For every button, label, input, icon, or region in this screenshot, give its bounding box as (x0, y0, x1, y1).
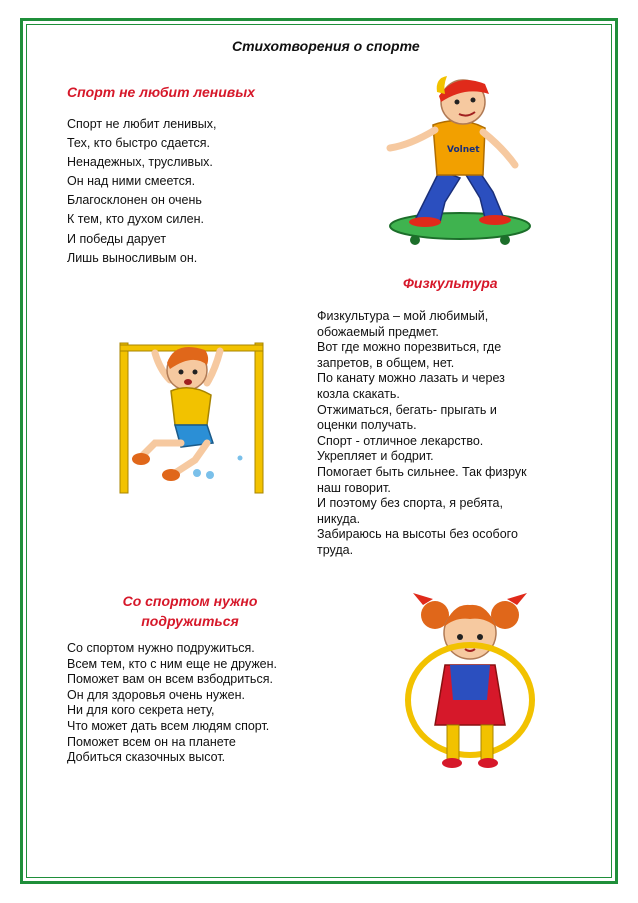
poem2-line: запретов, в общем, нет. (317, 355, 455, 370)
pullup-illustration (115, 325, 275, 495)
poem3-title-line: Со спортом нужно (122, 593, 258, 609)
poem2-line: Вот где можно порезвиться, где (317, 340, 502, 355)
poem2-line: оценки получать. (317, 418, 417, 433)
poem2-line: Забираюсь на высоты без особого (317, 527, 518, 542)
shirt-text: Volnet (447, 145, 480, 155)
poem2-line: наш говорит. (317, 480, 391, 495)
poem1-line: Спорт не любит ленивых, (67, 117, 217, 131)
skateboarder-illustration (385, 70, 535, 250)
poem1-line: К тем, кто духом силен. (67, 212, 204, 227)
poem2-line: По канату можно лазать и через (317, 371, 505, 386)
poem2-line: И поэтому без спорта, я ребята, (317, 496, 503, 511)
poem2-line: никуда. (317, 511, 361, 526)
poem3-title-line: подружиться (141, 613, 239, 629)
poem2-line: Помогает быть сильнее. Так физрук (317, 464, 527, 479)
poem2-line: обожаемый предмет. (317, 324, 439, 339)
hoop-girl-illustration (395, 585, 545, 775)
poem1-line: И победы дарует (67, 231, 167, 246)
poem3-line: Ни для кого секрета нету, (67, 703, 215, 718)
poem3-line: Добиться сказочных высот. (67, 750, 226, 765)
poem2-line: Спорт - отличное лекарство. (317, 433, 484, 448)
poem2-line: Укрепляет и бодрит. (317, 449, 434, 464)
poem2-line: Физкультура – мой любимый, (317, 309, 489, 323)
poem3-line: Что может дать всем людям спорт. (67, 718, 270, 733)
poem3-line: Со спортом нужно подружиться. (67, 641, 255, 655)
poem3-line: Поможет вам он всем взбодриться. (67, 672, 273, 687)
poem1-title: Спорт не любит ленивых (67, 84, 255, 100)
poem2-line: козла скакать. (317, 386, 400, 401)
poem1-line: Тех, кто быстро сдается. (67, 136, 211, 151)
poem3-title (120, 591, 260, 631)
poem1-line: Лишь выносливым он. (67, 250, 198, 265)
poem3-line: Он для здоровья очень нужен. (67, 687, 245, 702)
poem2-line: труда. (317, 542, 354, 557)
page-title: Стихотворения о спорте (232, 38, 420, 54)
poem2-title: Физкультура (403, 275, 498, 291)
poem2-line: Отжиматься, бегать- прыгать и (317, 402, 497, 417)
poem3-text (67, 641, 277, 766)
poem3-line: Поможет всем он на планете (67, 734, 236, 749)
poem2-text (317, 309, 527, 559)
poem1-line: Ненадежных, трусливых. (67, 155, 213, 170)
poem3-line: Всем тем, кто с ним еще не дружен. (67, 656, 278, 671)
poem1-text (67, 115, 216, 268)
poem1-line: Он над ними смеется. (67, 174, 196, 189)
poem1-line: Благосклонен он очень (67, 193, 202, 208)
